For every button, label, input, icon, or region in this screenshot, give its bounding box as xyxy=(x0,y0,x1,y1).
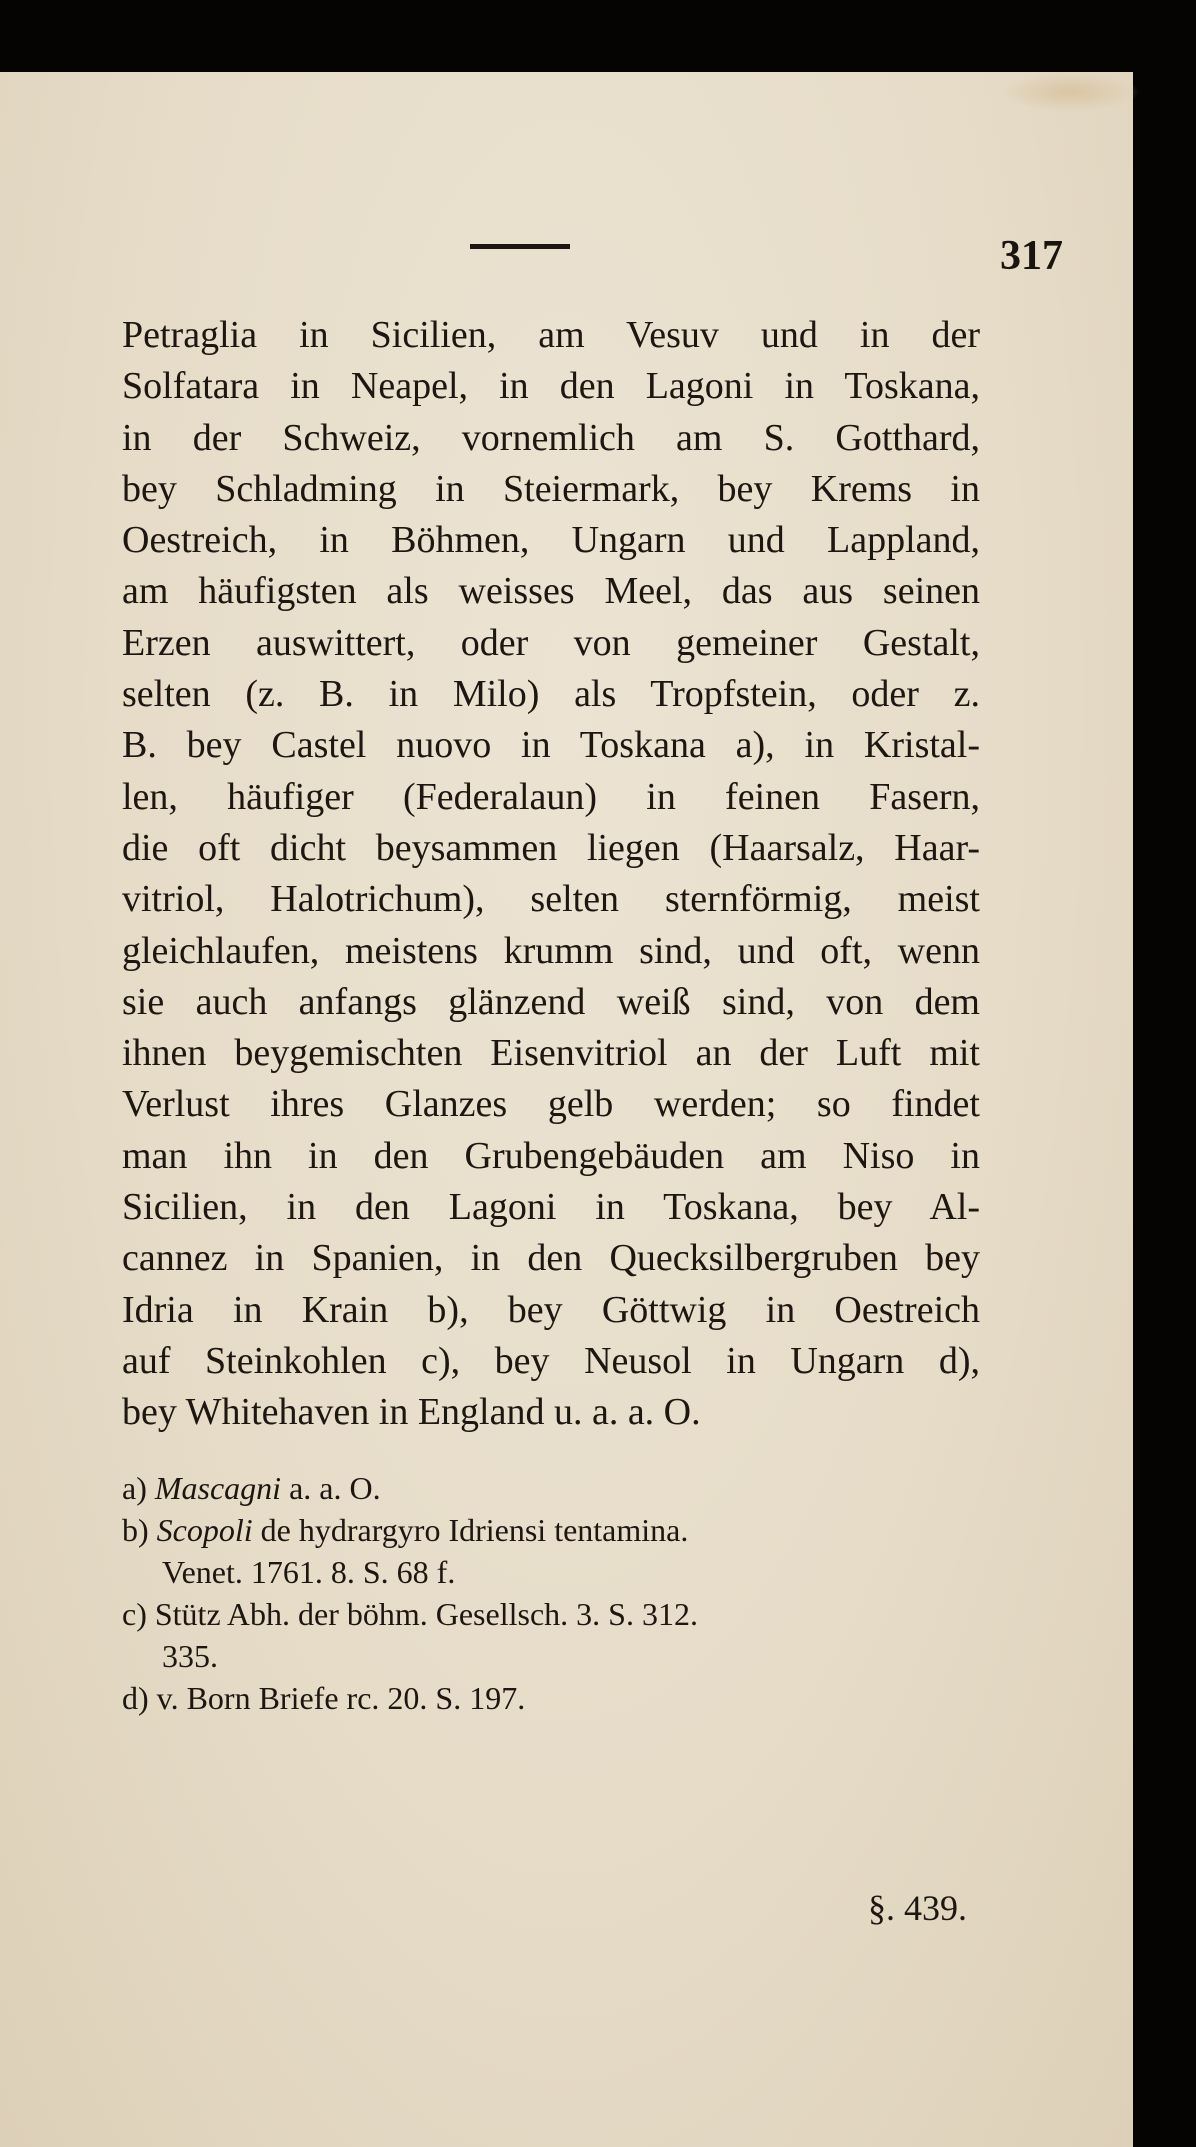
text-line: in der Schweiz, vornemlich am S. Gotthard, xyxy=(122,416,980,459)
footnote-a xyxy=(122,1467,980,1509)
footnotes xyxy=(122,1467,980,1719)
text-line: Oestreich, in Böhmen, Ungarn und Lappland, xyxy=(122,519,980,562)
text-line: man ihn in den Grubengebäuden am Niso in xyxy=(122,1134,980,1177)
body-text xyxy=(122,310,980,1439)
text-line: Erzen auswittert, oder von gemeiner Gestalt, xyxy=(122,621,980,664)
text-line: die oft dicht beysammen liegen (Haarsalz, Haar- xyxy=(122,826,980,869)
text-line: cannez in Spanien, in den Quecksilbergruben bey xyxy=(122,1237,980,1280)
footnote-text: Stütz Abh. der böhm. Gesellsch. 3. S. 312. xyxy=(154,1596,698,1632)
text-line: bey Whitehaven in England u. a. a. O. xyxy=(122,1391,701,1434)
footnote-text: a. a. O. xyxy=(289,1470,381,1506)
footnote-d xyxy=(122,1677,980,1719)
footnote-author: Scopoli xyxy=(156,1512,253,1548)
book-page xyxy=(0,72,1133,2147)
footnote-mark: c) xyxy=(122,1596,147,1632)
text-line: auf Steinkohlen c), bey Neusol in Ungarn d), xyxy=(122,1339,980,1382)
text-line: bey Schladming in Steiermark, bey Krems in xyxy=(122,467,980,510)
text-line: gleichlaufen, meistens krumm sind, und oft, wenn xyxy=(122,929,980,972)
footnote-author: Mascagni xyxy=(154,1470,282,1506)
text-line: selten (z. B. in Milo) als Tropfstein, oder z. xyxy=(122,673,980,716)
header-rule xyxy=(470,244,570,249)
text-line: len, häufiger (Federalaun) in feinen Fasern, xyxy=(122,775,980,818)
footnote-mark: b) xyxy=(122,1512,149,1548)
footnote-mark: a) xyxy=(122,1470,147,1506)
text-line: B. bey Castel nuovo in Toskana a), in Kristal- xyxy=(122,724,980,767)
footnote-text: de hydrargyro Idriensi tentamina. xyxy=(260,1512,689,1548)
text-line: vitriol, Halotrichum), selten sternförmig, meist xyxy=(122,878,980,921)
footnote-text: v. Born Briefe rc. 20. S. 197. xyxy=(156,1680,526,1716)
footnote-c xyxy=(122,1593,980,1635)
text-line: Solfatara in Neapel, in den Lagoni in Toskana, xyxy=(122,365,980,408)
paper-stain xyxy=(1000,72,1140,112)
text-line: am häufigsten als weisses Meel, das aus seinen xyxy=(122,570,980,613)
page-number: 317 xyxy=(1000,233,1063,279)
text-line: sie auch anfangs glänzend weiß sind, von dem xyxy=(122,980,980,1023)
text-line: Petraglia in Sicilien, am Vesuv und in der xyxy=(122,314,980,356)
text-line: ihnen beygemischten Eisenvitriol an der Luft mit xyxy=(122,1032,980,1075)
text-line: Verlust ihres Glanzes gelb werden; so findet xyxy=(122,1083,980,1126)
footnote-b-continuation: Venet. 1761. 8. S. 68 f. xyxy=(162,1554,456,1590)
next-section-catchword: §. 439. xyxy=(868,1888,967,1928)
footnote-c-continuation: 335. xyxy=(162,1638,218,1674)
text-line: Sicilien, in den Lagoni in Toskana, bey Al- xyxy=(122,1186,980,1229)
text-line: Idria in Krain b), bey Göttwig in Oestreich xyxy=(122,1288,980,1331)
footnote-b xyxy=(122,1509,980,1551)
footnote-mark: d) xyxy=(122,1680,149,1716)
